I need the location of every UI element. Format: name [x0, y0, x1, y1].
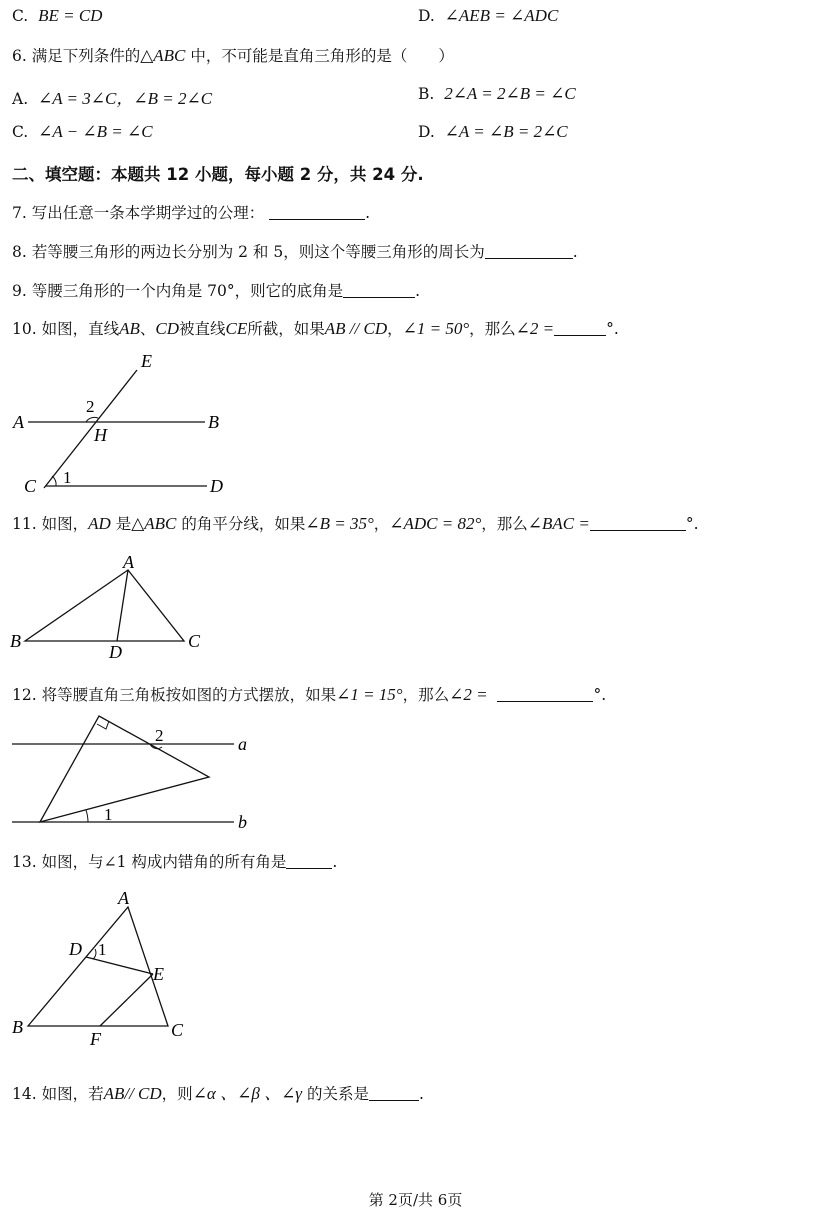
q5-option-d: D. ∠AEB = ∠ADC — [418, 6, 559, 25]
label-e: E — [153, 964, 164, 984]
label-b: B — [12, 1017, 23, 1037]
q14-answer-blank[interactable] — [369, 1086, 419, 1101]
q13-figure — [8, 885, 208, 1050]
q8: 8. 若等腰三角形的两边长分别为 2 和 5，则这个等腰三角形的周长为 . — [12, 243, 578, 261]
label-c: C — [188, 631, 201, 651]
label-b: b — [238, 812, 247, 832]
label-2: 2 — [86, 397, 95, 416]
label-1: 1 — [104, 805, 113, 824]
q5-option-d-math: ∠AEB = ∠ADC — [444, 6, 559, 25]
q6-option-b: B. 2∠A = 2∠B = ∠C — [418, 84, 576, 103]
q5-option-c-math: BE = CD — [38, 6, 103, 25]
q12-answer-blank[interactable] — [497, 687, 593, 702]
label-a: a — [238, 734, 247, 754]
label-h: H — [94, 425, 107, 445]
q11-answer-blank[interactable] — [590, 516, 686, 531]
q12-figure — [8, 710, 258, 832]
q11-figure — [6, 552, 216, 660]
label-2: 2 — [155, 726, 164, 745]
q14: 14. 如图，若AB// CD，则∠α 、∠β 、∠γ 的关系是 . — [12, 1084, 424, 1103]
q10-answer-blank[interactable] — [554, 321, 606, 336]
q10: 10. 如图，直线AB、CD被直线CE所截，如果AB // CD，∠1 = 50°，那么∠2 = °. — [12, 319, 619, 338]
label-1: 1 — [63, 468, 72, 487]
q9: 9. 等腰三角形的一个内角是 70°，则它的底角是 . — [12, 282, 421, 300]
label-1: 1 — [98, 940, 107, 959]
q9-answer-blank[interactable] — [343, 283, 415, 298]
triangle-abc — [25, 570, 184, 641]
q6-stem: 6. 满足下列条件的△ABC 中，不可能是直角三角形的是（ ） — [12, 46, 454, 65]
label-b: B — [10, 631, 21, 651]
q13: 13. 如图，与∠1 构成内错角的所有角是 . — [12, 853, 338, 871]
section-heading: 二、填空题：本题共 12 小题，每小题 2 分，共 24 分. — [12, 165, 424, 184]
label-c: C — [24, 476, 37, 496]
label-a: A — [123, 552, 134, 572]
q6-option-c: C. ∠A − ∠B = ∠C — [12, 122, 153, 141]
triangle-abc — [28, 907, 168, 1026]
q11: 11. 如图，AD 是△ABC 的角平分线，如果∠B = 35°，∠ADC = 82°，那么∠BAC = °. — [12, 514, 699, 533]
segment-ef — [100, 974, 153, 1026]
q10-figure — [10, 348, 250, 500]
label-c: C — [171, 1020, 184, 1040]
angle-1-arc — [93, 949, 96, 959]
segment-ad — [117, 570, 128, 641]
label-b: B — [208, 412, 219, 432]
q7: 7. 写出任意一条本学期学过的公理： . — [12, 204, 371, 222]
label-a: A — [118, 888, 129, 908]
label-d: D — [109, 642, 122, 660]
q5-option-c: C. BE = CD — [12, 6, 103, 25]
q8-answer-blank[interactable] — [485, 244, 573, 259]
page-footer: 第 2页/共 6页 — [368, 1191, 463, 1209]
q6-option-a: A. ∠A = 3∠C，∠B = 2∠C — [12, 89, 213, 108]
segment-de — [86, 957, 153, 974]
q12: 12. 将等腰直角三角板按如图的方式摆放，如果∠1 = 15°，那么∠2 = °. — [12, 685, 607, 704]
label-a: A — [13, 412, 24, 432]
label-e: E — [141, 351, 152, 371]
right-angle-mark — [97, 721, 109, 729]
label-d: D — [69, 939, 82, 959]
label-d: D — [210, 476, 223, 496]
set-square — [40, 716, 209, 822]
angle-1-arc — [86, 810, 88, 822]
label-f: F — [90, 1029, 101, 1049]
q7-answer-blank[interactable] — [269, 205, 365, 220]
line-ce — [44, 370, 137, 488]
q6-option-d: D. ∠A = ∠B = 2∠C — [418, 122, 568, 141]
q13-answer-blank[interactable] — [286, 854, 332, 869]
